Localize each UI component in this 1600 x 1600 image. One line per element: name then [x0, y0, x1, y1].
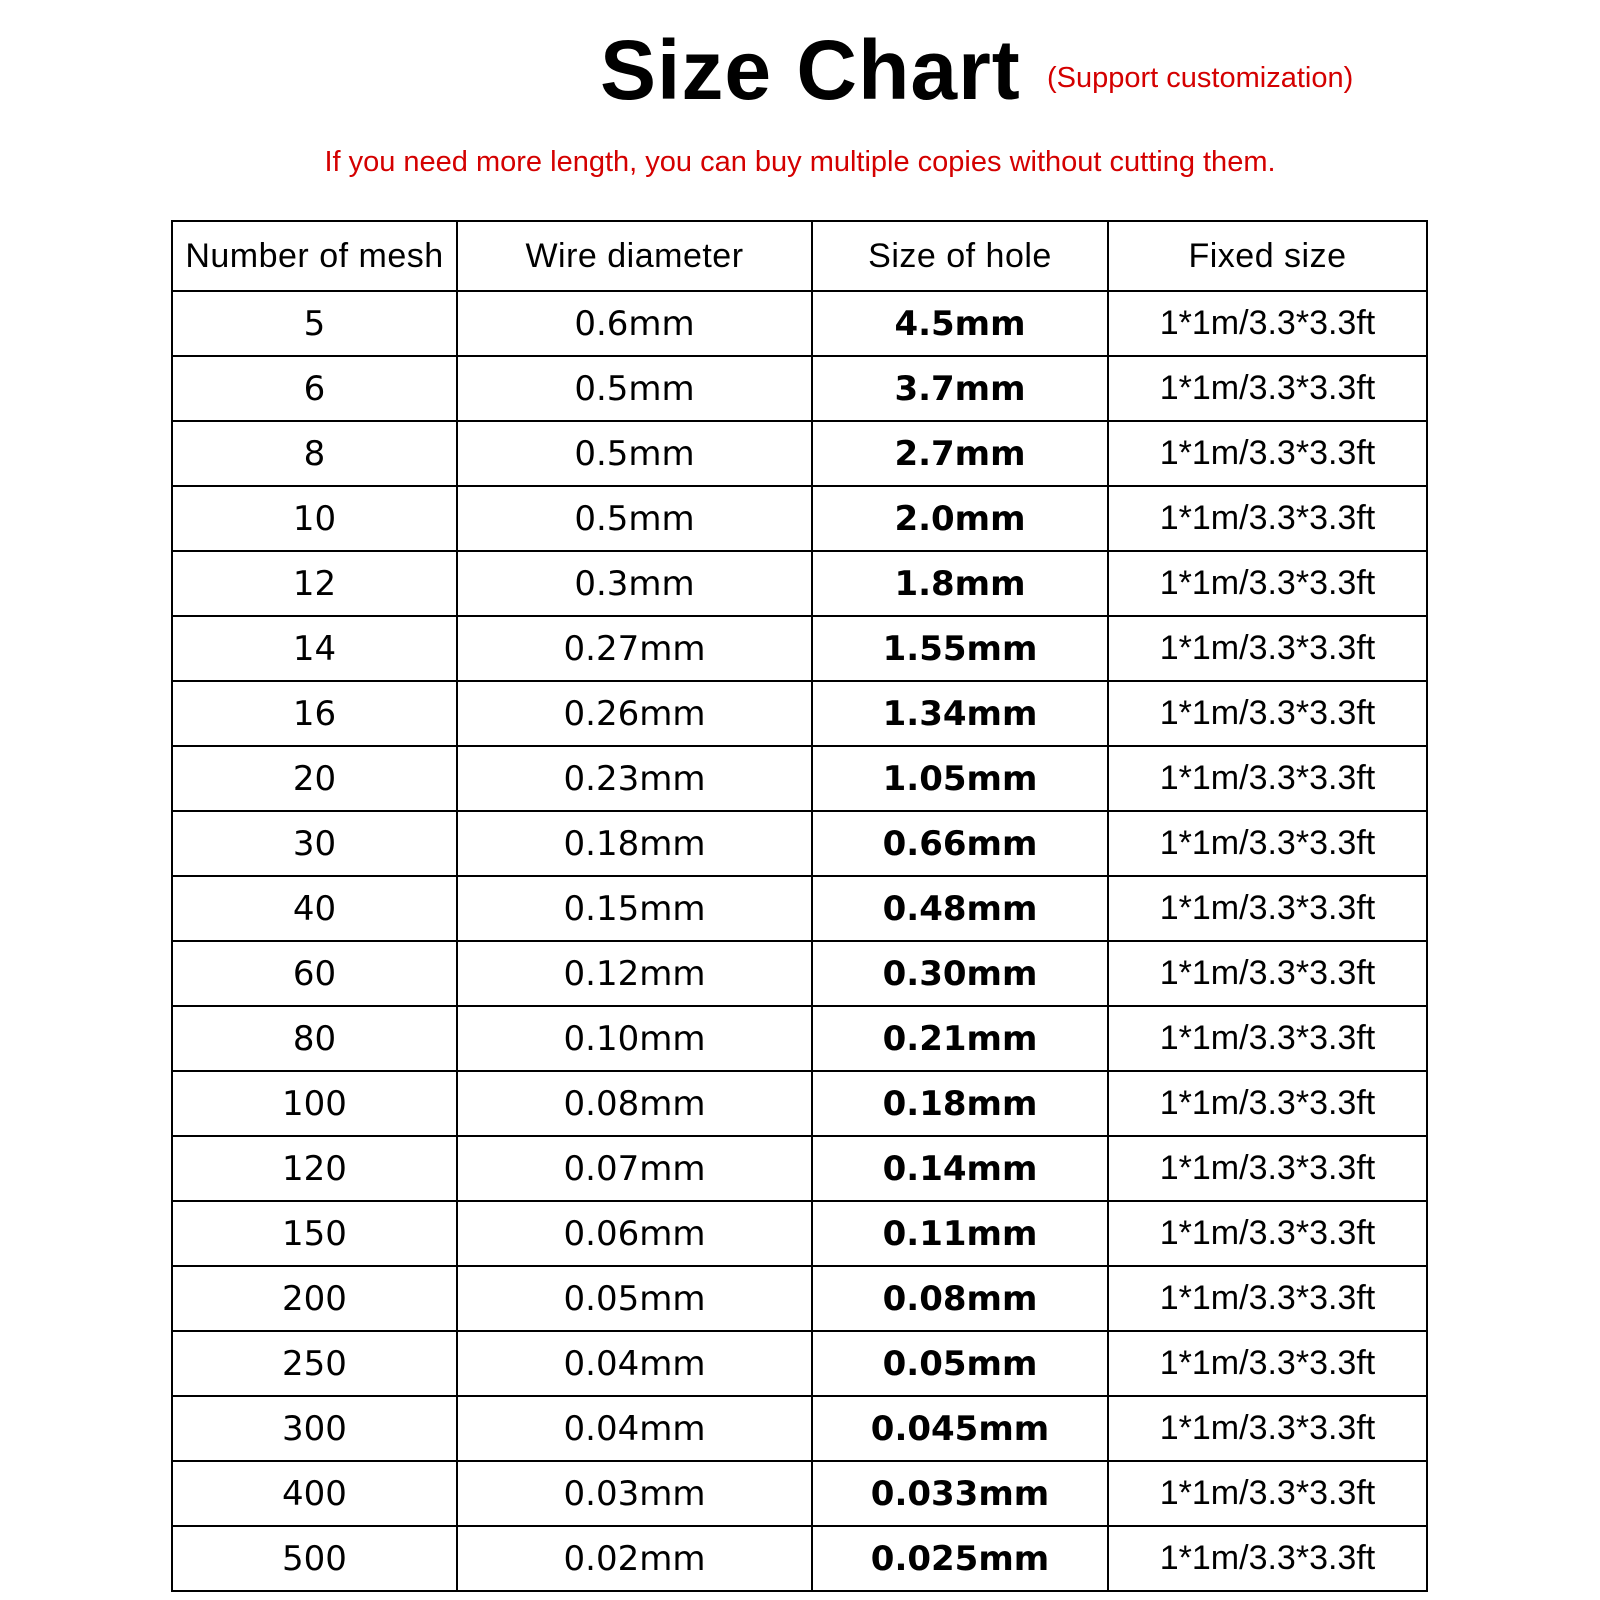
fixed-size-cell: 1*1m/3.3*3.3ft [1108, 356, 1427, 421]
fixed-size-cell: 1*1m/3.3*3.3ft [1108, 1136, 1427, 1201]
fixed-size-cell: 1*1m/3.3*3.3ft [1108, 486, 1427, 551]
mesh-cell: 12 [172, 551, 457, 616]
table-header [172, 221, 1427, 291]
mesh-cell: 10 [172, 486, 457, 551]
table-row [172, 681, 1427, 746]
hole-size-cell: 2.7mm [812, 421, 1108, 486]
fixed-size-cell: 1*1m/3.3*3.3ft [1108, 1006, 1427, 1071]
fixed-size-cell: 1*1m/3.3*3.3ft [1108, 291, 1427, 356]
hole-size-cell: 1.8mm [812, 551, 1108, 616]
size-table [171, 220, 1428, 1592]
mesh-cell: 16 [172, 681, 457, 746]
table-row [172, 421, 1427, 486]
wire-diameter-cell: 0.3mm [457, 551, 812, 616]
hole-size-cell: 1.34mm [812, 681, 1108, 746]
mesh-cell: 8 [172, 421, 457, 486]
table-row [172, 811, 1427, 876]
table-row [172, 1526, 1427, 1591]
wire-diameter-cell: 0.5mm [457, 486, 812, 551]
column-header-mesh: Number of mesh [172, 221, 457, 291]
mesh-cell: 100 [172, 1071, 457, 1136]
table-row [172, 1461, 1427, 1526]
table-row [172, 1136, 1427, 1201]
mesh-cell: 250 [172, 1331, 457, 1396]
wire-diameter-cell: 0.5mm [457, 421, 812, 486]
mesh-cell: 150 [172, 1201, 457, 1266]
wire-diameter-cell: 0.15mm [457, 876, 812, 941]
mesh-cell: 20 [172, 746, 457, 811]
hole-size-cell: 1.55mm [812, 616, 1108, 681]
fixed-size-cell: 1*1m/3.3*3.3ft [1108, 1461, 1427, 1526]
fixed-size-cell: 1*1m/3.3*3.3ft [1108, 876, 1427, 941]
mesh-cell: 120 [172, 1136, 457, 1201]
table-row [172, 1201, 1427, 1266]
wire-diameter-cell: 0.18mm [457, 811, 812, 876]
table-row [172, 1071, 1427, 1136]
hole-size-cell: 0.045mm [812, 1396, 1108, 1461]
column-header-fixed-size: Fixed size [1108, 221, 1427, 291]
fixed-size-cell: 1*1m/3.3*3.3ft [1108, 1201, 1427, 1266]
wire-diameter-cell: 0.08mm [457, 1071, 812, 1136]
header-row [172, 221, 1427, 291]
hole-size-cell: 0.21mm [812, 1006, 1108, 1071]
mesh-cell: 5 [172, 291, 457, 356]
fixed-size-cell: 1*1m/3.3*3.3ft [1108, 941, 1427, 1006]
mesh-cell: 30 [172, 811, 457, 876]
table-row [172, 876, 1427, 941]
mesh-cell: 200 [172, 1266, 457, 1331]
hole-size-cell: 0.30mm [812, 941, 1108, 1006]
mesh-cell: 400 [172, 1461, 457, 1526]
fixed-size-cell: 1*1m/3.3*3.3ft [1108, 1071, 1427, 1136]
hole-size-cell: 0.48mm [812, 876, 1108, 941]
fixed-size-cell: 1*1m/3.3*3.3ft [1108, 1396, 1427, 1461]
fixed-size-cell: 1*1m/3.3*3.3ft [1108, 811, 1427, 876]
wire-diameter-cell: 0.04mm [457, 1331, 812, 1396]
hole-size-cell: 2.0mm [812, 486, 1108, 551]
hole-size-cell: 4.5mm [812, 291, 1108, 356]
page-title: Size Chart [600, 23, 1021, 117]
table-row [172, 941, 1427, 1006]
fixed-size-cell: 1*1m/3.3*3.3ft [1108, 746, 1427, 811]
table-row [172, 616, 1427, 681]
hole-size-cell: 0.11mm [812, 1201, 1108, 1266]
wire-diameter-cell: 0.07mm [457, 1136, 812, 1201]
fixed-size-cell: 1*1m/3.3*3.3ft [1108, 421, 1427, 486]
mesh-cell: 6 [172, 356, 457, 421]
mesh-cell: 14 [172, 616, 457, 681]
wire-diameter-cell: 0.05mm [457, 1266, 812, 1331]
table-row [172, 746, 1427, 811]
fixed-size-cell: 1*1m/3.3*3.3ft [1108, 681, 1427, 746]
wire-diameter-cell: 0.26mm [457, 681, 812, 746]
wire-diameter-cell: 0.06mm [457, 1201, 812, 1266]
table-row [172, 356, 1427, 421]
wire-diameter-cell: 0.10mm [457, 1006, 812, 1071]
table-row [172, 486, 1427, 551]
customization-note: (Support customization) [1047, 62, 1354, 94]
mesh-cell: 500 [172, 1526, 457, 1591]
mesh-cell: 40 [172, 876, 457, 941]
fixed-size-cell: 1*1m/3.3*3.3ft [1108, 1331, 1427, 1396]
wire-diameter-cell: 0.6mm [457, 291, 812, 356]
hole-size-cell: 0.66mm [812, 811, 1108, 876]
fixed-size-cell: 1*1m/3.3*3.3ft [1108, 551, 1427, 616]
hole-size-cell: 0.025mm [812, 1526, 1108, 1591]
hole-size-cell: 0.08mm [812, 1266, 1108, 1331]
hole-size-cell: 0.18mm [812, 1071, 1108, 1136]
table-row [172, 1331, 1427, 1396]
fixed-size-cell: 1*1m/3.3*3.3ft [1108, 1526, 1427, 1591]
table-row [172, 551, 1427, 616]
table-row [172, 291, 1427, 356]
hole-size-cell: 1.05mm [812, 746, 1108, 811]
wire-diameter-cell: 0.04mm [457, 1396, 812, 1461]
mesh-cell: 80 [172, 1006, 457, 1071]
table-row [172, 1006, 1427, 1071]
wire-diameter-cell: 0.27mm [457, 616, 812, 681]
table-row [172, 1266, 1427, 1331]
wire-diameter-cell: 0.5mm [457, 356, 812, 421]
wire-diameter-cell: 0.12mm [457, 941, 812, 1006]
wire-diameter-cell: 0.02mm [457, 1526, 812, 1591]
wire-diameter-cell: 0.03mm [457, 1461, 812, 1526]
mesh-cell: 300 [172, 1396, 457, 1461]
hole-size-cell: 0.033mm [812, 1461, 1108, 1526]
length-note: If you need more length, you can buy multiple copies without cutting them. [324, 146, 1276, 178]
fixed-size-cell: 1*1m/3.3*3.3ft [1108, 616, 1427, 681]
hole-size-cell: 0.14mm [812, 1136, 1108, 1201]
mesh-cell: 60 [172, 941, 457, 1006]
column-header-wire-diameter: Wire diameter [457, 221, 812, 291]
column-header-hole-size: Size of hole [812, 221, 1108, 291]
wire-diameter-cell: 0.23mm [457, 746, 812, 811]
fixed-size-cell: 1*1m/3.3*3.3ft [1108, 1266, 1427, 1331]
table-row [172, 1396, 1427, 1461]
table-body [172, 291, 1427, 1591]
hole-size-cell: 3.7mm [812, 356, 1108, 421]
hole-size-cell: 0.05mm [812, 1331, 1108, 1396]
